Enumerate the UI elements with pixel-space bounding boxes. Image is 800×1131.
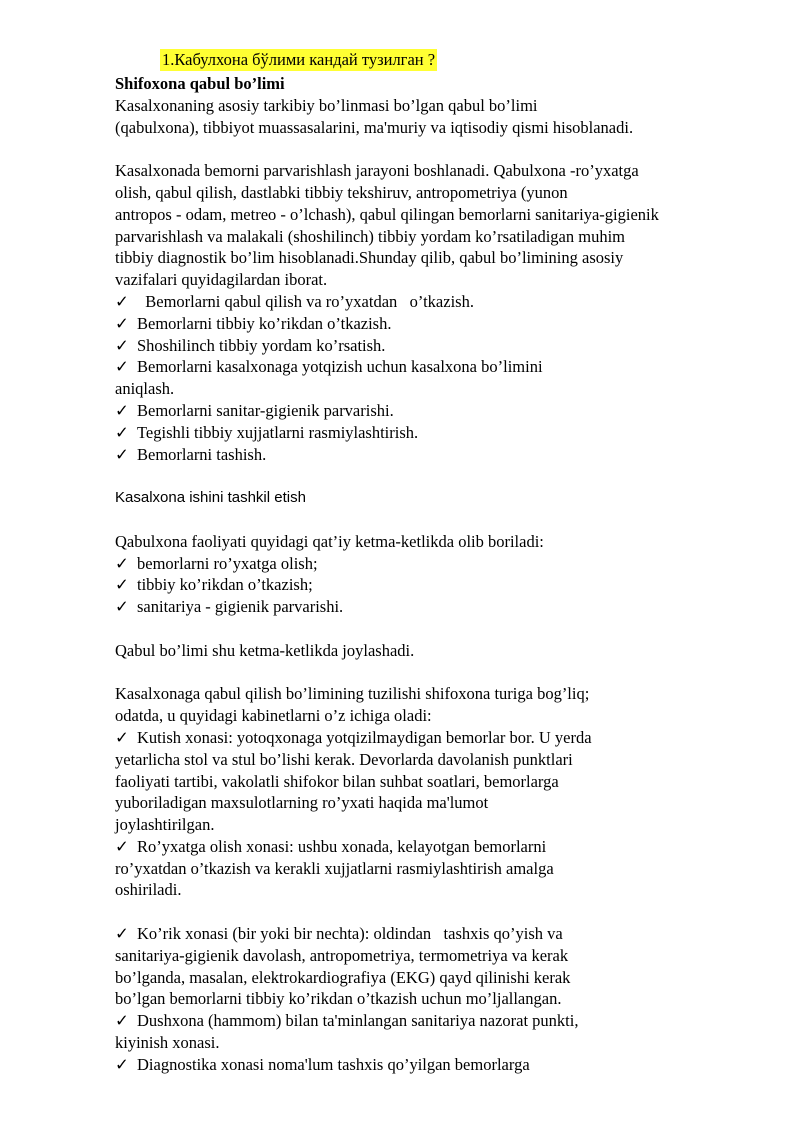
list-item: ✓ Bemorlarni qabul qilish va ro’yxatdan o’tkazish. xyxy=(115,291,474,311)
list-item-sanitary-point: ✓ Dushxona (hammom) bilan ta'minlangan sanitariya nazorat punkti, kiyinish xonasi. xyxy=(115,1011,579,1053)
list-item-waiting-room: ✓ Kutish xonasi: yotoqxonaga yotqizilmaydigan bemorlar bor. U yerda yetarlicha stol va stul bo’lishi kerak. Devorlarda davolanish punktlari faoliyati tartibi, vakolatli shifokor bilan suhbat soatlari, bemorlarga yuboriladigan maxsulotlarning ro’yxati haqida ma'lumot joylashtirilgan. xyxy=(115,727,592,835)
paragraph-sequence: Qabulxona faoliyati quyidagi qat’iy ketma-ketlikda olib boriladi: xyxy=(115,531,544,551)
list-item: ✓ Bemorlarni tibbiy ko’rikdan o’tkazish. xyxy=(115,313,392,333)
text-line: (qabulxona), tibbiyot muassasalarini, ma'muriy va iqtisodiy qismi hisoblanadi. xyxy=(115,117,634,137)
list-item-registration-room: ✓ Ro’yxatga olish xonasi: ushbu xonada, kelayotgan bemorlarni ro’yxatdan o’tkazish va kerakli xujjatlarni rasmiylashtirish amalga oshiriladi. xyxy=(115,836,554,900)
paragraph-layout: Qabul bo’limi shu ketma-ketlikda joylashadi. xyxy=(115,640,415,660)
check-icon: ✓ xyxy=(115,291,129,311)
list-item: ✓ Shoshilinch tibbiy yordam ko’rsatish. xyxy=(115,335,386,355)
list-item: ✓ tibbiy ko’rikdan o’tkazish; xyxy=(115,575,313,595)
subheading: Kasalxona ishini tashkil etish xyxy=(115,489,306,507)
list-item: ✓ bemorlarni ro’yxatga olish; xyxy=(115,553,318,573)
list-item: ✓ Bemorlarni kasalxonaga yotqizish uchun kasalxona bo’limini xyxy=(115,357,543,377)
check-icon: ✓ xyxy=(115,357,129,377)
check-icon: ✓ xyxy=(115,924,129,944)
check-icon: ✓ xyxy=(115,836,129,856)
task-list xyxy=(115,291,755,465)
check-icon: ✓ xyxy=(115,313,129,333)
list-item: ✓ Bemorlarni tashish. xyxy=(115,444,267,464)
text-line: Kasalxonaga qabul qilish bo’limining tuzilishi shifoxona turiga bog’liq; xyxy=(115,684,590,704)
text-line: odatda, u quyidagi kabinetlarni o’z ichiga oladi: xyxy=(115,706,432,726)
list-item-continuation: aniqlash. xyxy=(115,379,175,399)
check-icon: ✓ xyxy=(115,400,129,420)
text-line: olish, qabul qilish, dastlabki tibbiy tekshiruv, antropometriya (yunon xyxy=(115,182,568,202)
list-item: ✓ sanitariya - gigienik parvarishi. xyxy=(115,597,344,617)
list-item: ✓ Tegishli tibbiy xujjatlarni rasmiylashtirish. xyxy=(115,422,419,442)
check-icon: ✓ xyxy=(115,597,129,617)
list-item-examination-room: ✓ Ko’rik xonasi (bir yoki bir nechta): oldindan tashxis qo’yish va sanitariya-gigienik davolash, antropometriya, termometriya va kerak bo’lganda, masalan, elektrokardiografiya (EKG) qayd qilinishi kerak bo’lgan bemorlarni tibbiy ko’rikdan o’tkazish uchun mo’ljallangan. xyxy=(115,924,571,1009)
text-line: Kasalxonada bemorni parvarishlash jarayoni boshlanadi. Qabulxona -ro’yxatga xyxy=(115,161,639,181)
check-icon: ✓ xyxy=(115,422,129,442)
check-icon: ✓ xyxy=(115,727,129,747)
check-icon: ✓ xyxy=(115,444,129,464)
paragraph-description xyxy=(115,160,755,291)
check-icon: ✓ xyxy=(115,1054,129,1074)
check-icon: ✓ xyxy=(115,1011,129,1031)
text-line: tibbiy diagnostik bo’lim hisoblanadi.Shunday qilib, qabul bo’limining asosiy xyxy=(115,248,624,268)
check-icon: ✓ xyxy=(115,575,129,595)
check-icon: ✓ xyxy=(115,553,129,573)
question-title: 1.Кабулхона бўлими кандай тузилган ? xyxy=(162,50,436,69)
section-heading: Shifoxona qabul bo’limi xyxy=(115,74,285,93)
text-line: parvarishlash va malakali (shoshilinch) tibbiy yordam ko’rsatiladigan muhim xyxy=(115,226,626,246)
text-line: antropos - odam, metreo - o’lchash), qabul qilingan bemorlarni sanitariya-gigienik xyxy=(115,204,659,224)
text-line: Kasalxonaning asosiy tarkibiy bo’linmasi bo’lgan qabul bo’limi xyxy=(115,95,538,115)
text-line: vazifalari quyidagilardan iborat. xyxy=(115,270,328,290)
list-item-diagnostic-room: ✓ Diagnostika xonasi noma'lum tashxis qo’yilgan bemorlarga xyxy=(115,1054,530,1074)
document-body xyxy=(115,73,755,1076)
paragraph-intro xyxy=(115,95,755,139)
sequence-list xyxy=(115,553,755,618)
check-icon: ✓ xyxy=(115,335,129,355)
paragraph-structure xyxy=(115,683,755,727)
list-item: ✓ Bemorlarni sanitar-gigienik parvarishi. xyxy=(115,400,394,420)
